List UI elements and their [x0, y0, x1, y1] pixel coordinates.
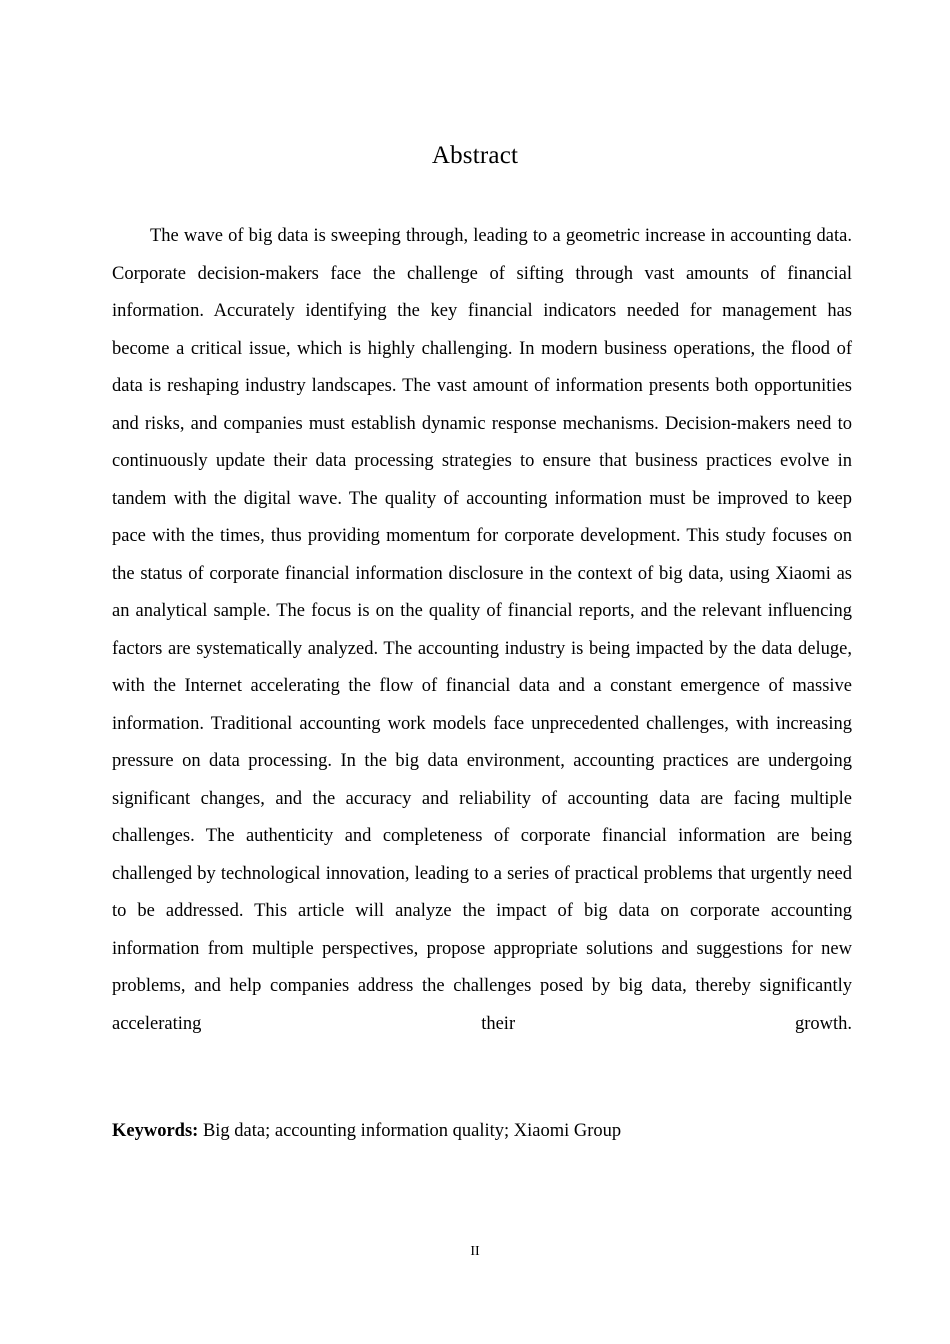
- page-number: II: [470, 1244, 480, 1259]
- abstract-body: [112, 218, 852, 1081]
- keywords-line: [112, 1116, 852, 1146]
- keywords-value: Big data; accounting information quality; Xiaomi Group: [198, 1121, 622, 1141]
- keywords-label: Keywords:: [112, 1121, 199, 1141]
- abstract-paragraph: The wave of big data is sweeping through, leading to a geometric increase in accounting data. Corporate decision-makers face the challenge of sifting through vast amounts of financial information. Accurately identifying the key financial indicators needed for management has become a critical issue, which is highly challenging. In modern business operations, the flood of data is reshaping industry landscapes. The vast amount of information presents both opportunities and risks, and companies must establish dynamic response mechanisms. Decision-makers need to continuously update their data processing strategies to ensure that business practices evolve in tandem with the digital wave. The quality of accounting information must be improved to keep pace with the times, thus providing momentum for corporate development. This study focuses on the status of corporate financial information disclosure in the context of big data, using Xiaomi as an analytical sample. The focus is on the quality of financial reports, and the relevant influencing factors are systematically analyzed. The accounting industry is being impacted by the data deluge, with the Internet accelerating the flow of financial data and a constant emergence of massive information. Traditional accounting work models face unprecedented challenges, with increasing pressure on data processing. In the big data environment, accounting practices are undergoing significant changes, and the accuracy and reliability of accounting data are facing multiple challenges. The authenticity and completeness of corporate financial information are being challenged by technological innovation, leading to a series of practical problems that urgently need to be addressed. This article will analyze the impact of big data on corporate accounting information from multiple perspectives, propose appropriate solutions and suggestions for new problems, and help companies address the challenges posed by big data, thereby significantly accelerating their growth.: [112, 226, 852, 1034]
- page-title: Abstract: [431, 141, 519, 169]
